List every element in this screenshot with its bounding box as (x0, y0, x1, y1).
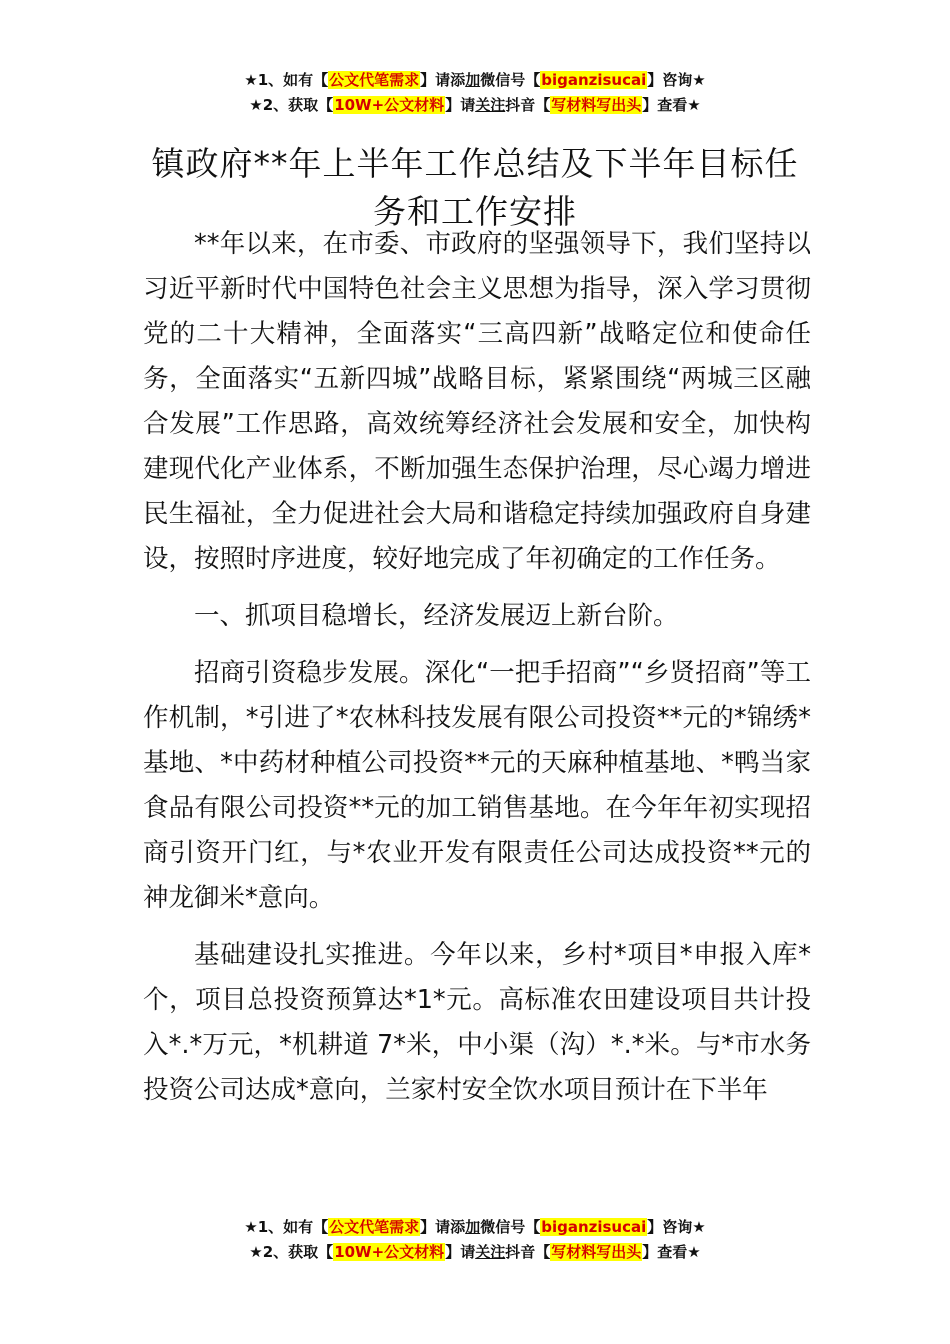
promo-highlight: 公文代笔需求 (329, 1218, 420, 1236)
promo-text: ★1、如有【 (244, 1218, 329, 1236)
document-body (143, 222, 811, 1125)
promo-text: 微信号【 (480, 1218, 541, 1236)
promo-text: ★2、获取【 (249, 1243, 334, 1261)
promo-underline: 加 (465, 1218, 481, 1236)
promo-text: 】咨询★ (647, 71, 706, 89)
promo-text: 】请添 (420, 1218, 466, 1236)
promo-text: 抖音【 (505, 1243, 551, 1261)
promo-text: 】查看★ (642, 1243, 701, 1261)
intro-paragraph: **年以来，在市委、市政府的坚强领导下，我们坚持以习近平新时代中国特色社会主义思想为指导，深入学习贯彻党的二十大精神，全面落实“三高四新”战略定位和使命任务，全面落实“五新四城”战略目标，紧紧围绕“两城三区融合发展”工作思路，高效统筹经济社会发展和安全，加快构建现代化产业体系，不断加强生态保护治理，尽心竭力增进民生福祉，全力促进社会大局和谐稳定持续加强政府自身建设，按照时序进度，较好地完成了年初确定的工作任务。 (143, 229, 811, 574)
promo-highlight: 10W+公文材料 (334, 96, 445, 114)
promo-banner-top (0, 68, 950, 118)
promo-line-2 (0, 1240, 950, 1265)
promo-text: 】请 (445, 1243, 476, 1261)
promo-text: 】请添 (420, 71, 466, 89)
promo-text: 】查看★ (642, 96, 701, 114)
promo-banner-bottom (0, 1215, 950, 1265)
promo-highlight-wechat: biganzisucai (541, 71, 647, 89)
body-paragraph: 招商引资稳步发展。深化“一把手招商”“乡贤招商”等工作机制，*引进了*农林科技发展有限公司投资**元的*锦绣*基地、*中药材种植公司投资**元的天麻种植基地、*鸭当家食品有限公司投资**元的加工销售基地。在今年年初实现招商引资开门红，与*农业开发有限责任公司达成投资**元的神龙御米*意向。 (143, 658, 811, 913)
promo-highlight-wechat: biganzisucai (541, 1218, 647, 1236)
promo-highlight: 10W+公文材料 (334, 1243, 445, 1261)
promo-text: ★2、获取【 (249, 96, 334, 114)
promo-highlight-douyin: 写材料写出头 (551, 96, 642, 114)
promo-text: 】咨询★ (647, 1218, 706, 1236)
promo-underline: 关注 (475, 96, 506, 114)
promo-highlight-douyin: 写材料写出头 (551, 1243, 642, 1261)
promo-text: 微信号【 (480, 71, 541, 89)
promo-line-1 (0, 68, 950, 93)
promo-text: 抖音【 (505, 96, 551, 114)
promo-line-1 (0, 1215, 950, 1240)
promo-highlight: 公文代笔需求 (329, 71, 420, 89)
promo-line-2 (0, 93, 950, 118)
promo-underline: 加 (465, 71, 481, 89)
document-title: 镇政府**年上半年工作总结及下半年目标任务和工作安排 (151, 144, 799, 232)
promo-underline: 关注 (475, 1243, 506, 1261)
body-paragraph: 基础建设扎实推进。今年以来，乡村*项目*申报入库*个，项目总投资预算达*1*元。高标准农田建设项目共计投入*.*万元，*机耕道 7*米，中小渠（沟）*.*米。与*市水务投资公司达成*意向，兰家村安全饮水项目预计在下半年 (143, 940, 811, 1105)
promo-text: 】请 (445, 96, 476, 114)
section-heading: 一、抓项目稳增长，经济发展迈上新台阶。 (194, 601, 679, 631)
promo-text: ★1、如有【 (244, 71, 329, 89)
